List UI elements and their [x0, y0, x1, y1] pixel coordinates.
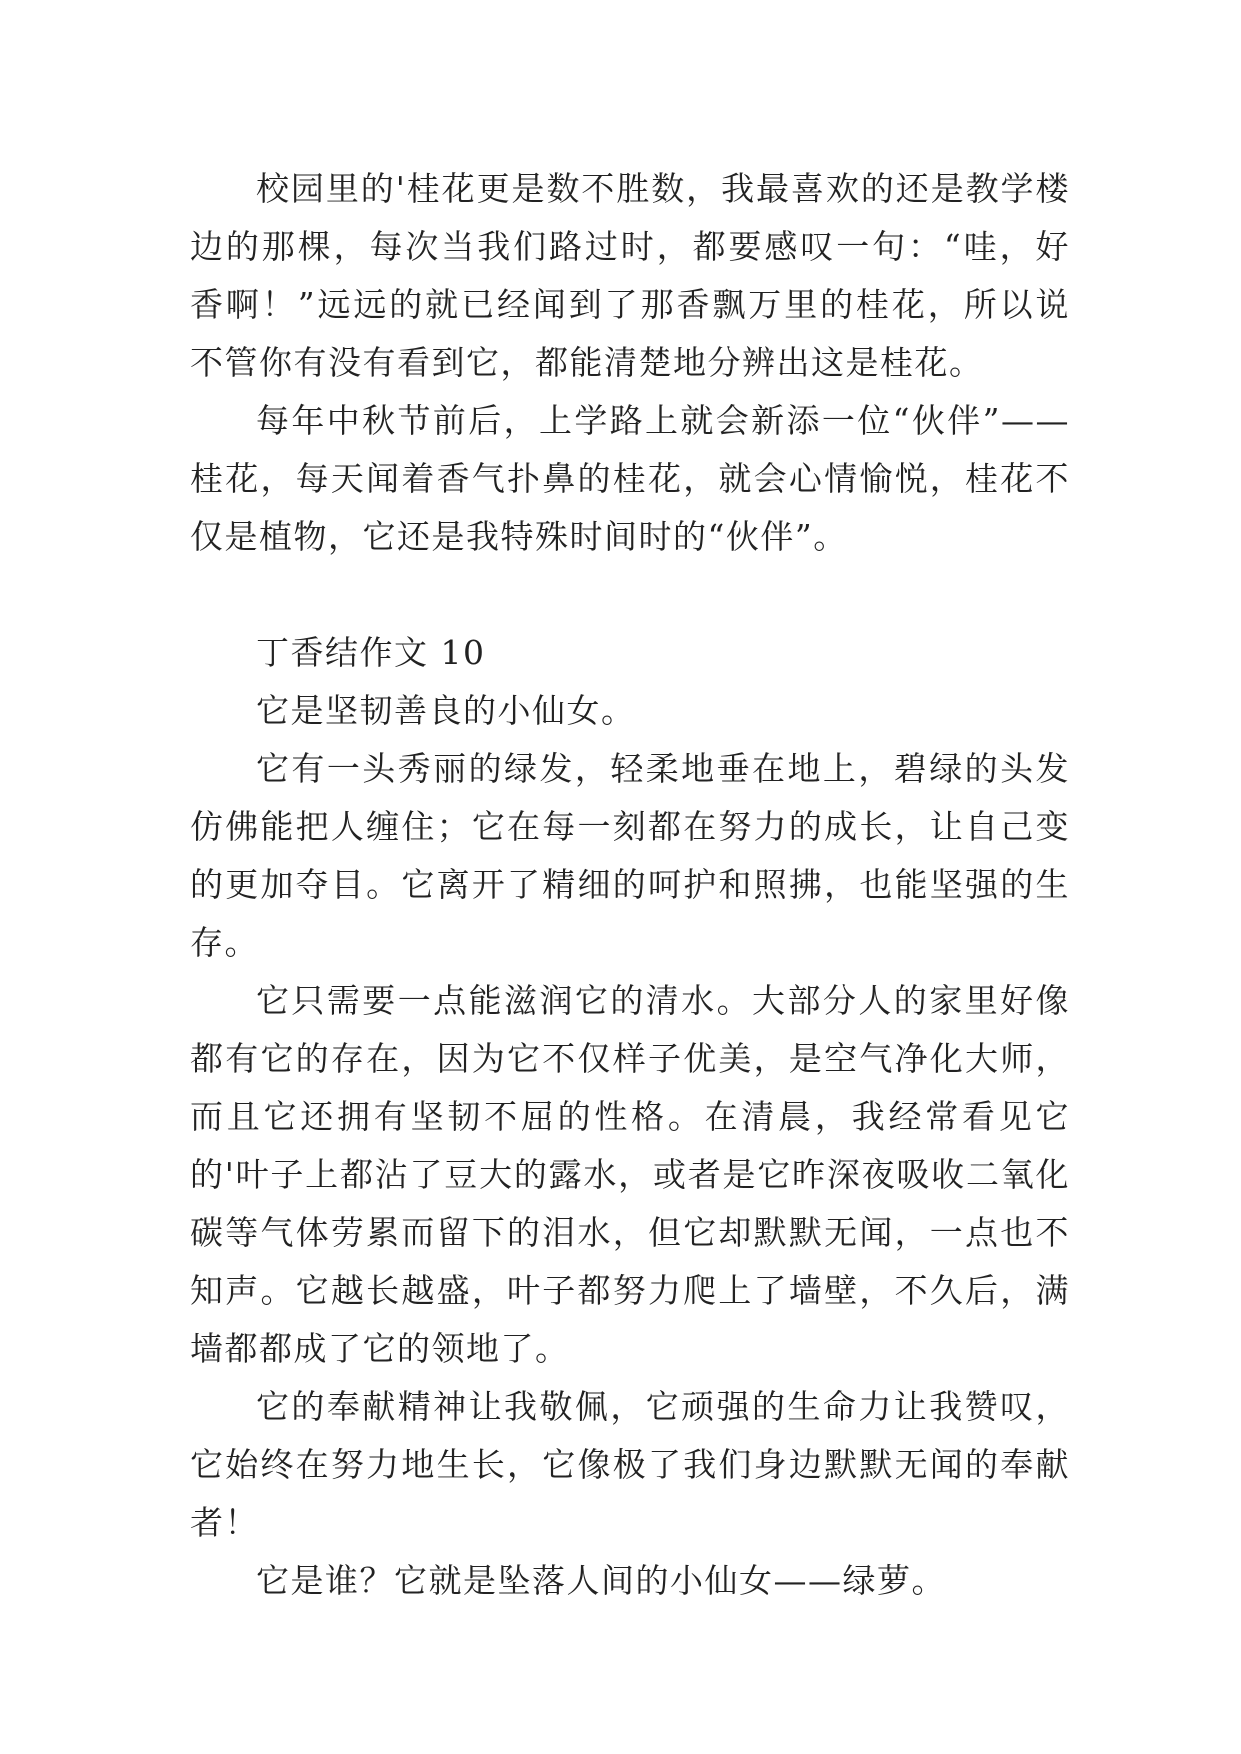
- paragraph-green-hair: 它有一头秀丽的绿发，轻柔地垂在地上，碧绿的头发仿佛能把人缠住；它在每一刻都在努力的成长，让自己变的更加夺目。它离开了精细的呵护和照拂，也能坚强的生存。: [190, 749, 1070, 962]
- section-title: 丁香结作文 10: [256, 633, 486, 672]
- paragraph-osmanthus-campus: 校园里的'桂花更是数不胜数，我最喜欢的还是教学楼边的那棵，每次当我们路过时，都要感叹一句：“哇，好香啊！”远远的就已经闻到了那香飘万里的桂花，所以说不管你有没有看到它，都能清楚地分辨出这是桂花。: [190, 169, 1070, 382]
- document-page: [190, 160, 1070, 1610]
- paragraph-dedication: 它的奉献精神让我敬佩，它顽强的生命力让我赞叹，它始终在努力地生长，它像极了我们身边默默无闻的奉献者！: [190, 1387, 1070, 1542]
- paragraph-intro: 它是坚韧善良的小仙女。: [256, 691, 636, 730]
- paragraph-water: 它只需要一点能滋润它的清水。大部分人的家里好像都有它的存在，因为它不仅样子优美，是空气净化大师，而且它还拥有坚韧不屈的性格。在清晨，我经常看见它的'叶子上都沾了豆大的露水，或者是它昨深夜吸收二氧化碳等气体劳累而留下的泪水，但它却默默无闻，一点也不知声。它越长越盛，叶子都努力爬上了墙壁，不久后，满墙都都成了它的领地了。: [190, 981, 1070, 1368]
- paragraph-reveal: 它是谁？它就是坠落人间的小仙女——绿萝。: [256, 1561, 946, 1600]
- paragraph-osmanthus-companion: 每年中秋节前后，上学路上就会新添一位“伙伴”——桂花，每天闻着香气扑鼻的桂花，就会心情愉悦，桂花不仅是植物，它还是我特殊时间时的“伙伴”。: [190, 401, 1070, 556]
